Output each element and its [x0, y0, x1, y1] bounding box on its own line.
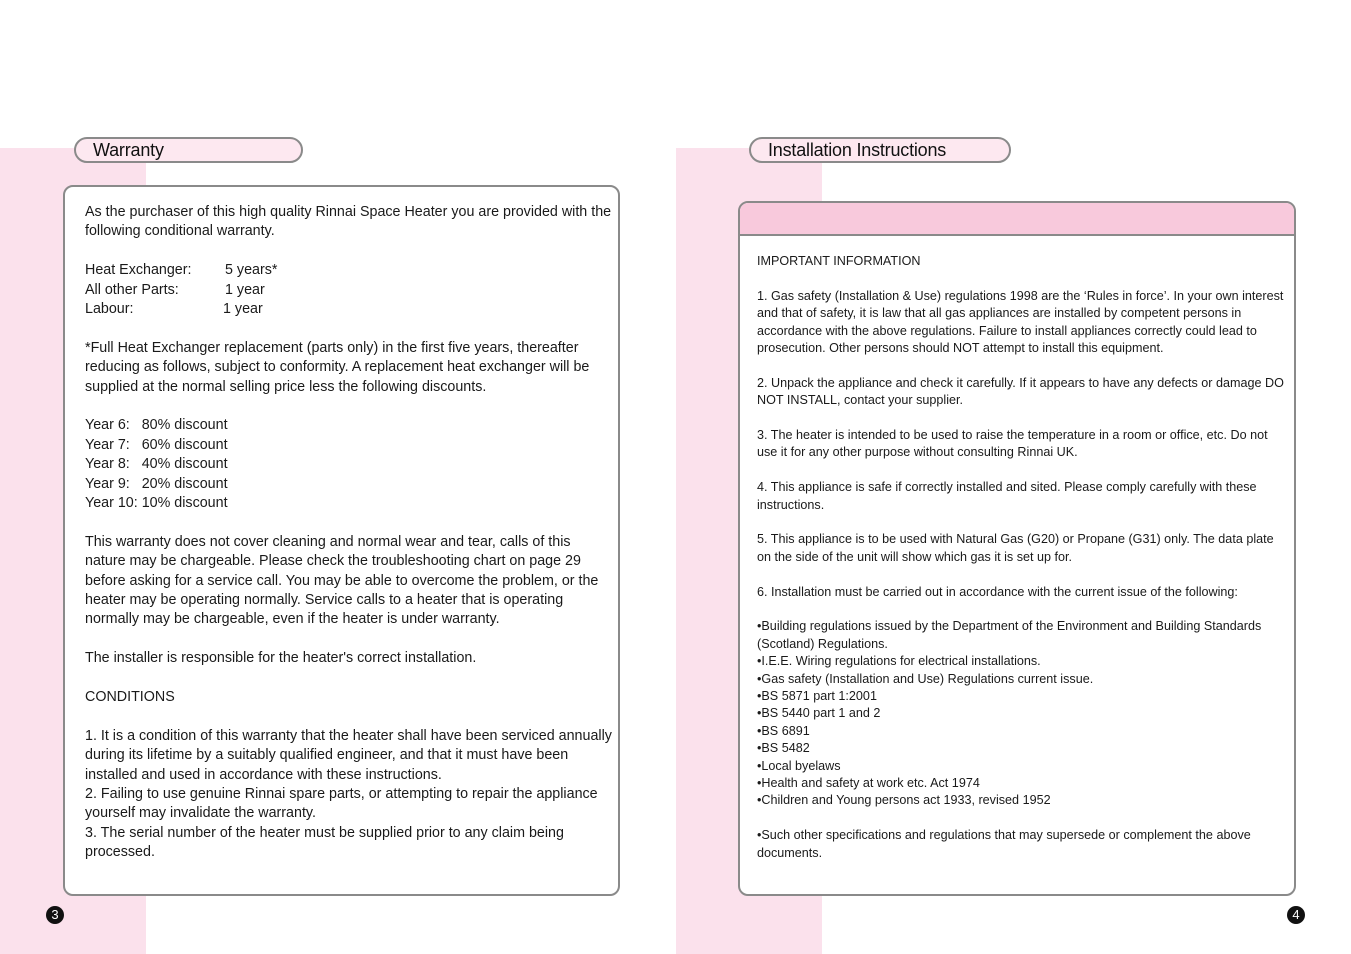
installation-body — [757, 253, 1287, 879]
condition-item: 3. The serial number of the heater must be supplied prior to any claim being processed. — [85, 824, 564, 861]
regulation-item: •Gas safety (Installation and Use) Regulations current issue. — [757, 671, 1094, 686]
period-label: Labour: — [85, 301, 134, 318]
regulation-item: •BS 6891 — [757, 723, 810, 738]
coverage-note: This warranty does not cover cleaning and normal wear and tear, calls of this nature may be chargeable. Please check the troubleshooting chart on page 29 before asking for a service call. You may be able to overcome the problem, or the heater may be operating normally. Service calls to a heater that is operating normally may be chargeable, even if the heater is under warranty. — [85, 533, 599, 628]
replacement-note: *Full Heat Exchanger replacement (parts only) in the first five years, thereafter reducing as follows, subject to conformity. A replacement heat exchanger will be supplied at the normal selling price less the following discounts. — [85, 339, 590, 395]
closing-note: •Such other specifications and regulations that may supersede or complement the above documents. — [757, 828, 1251, 860]
regulation-item: •I.E.E. Wiring regulations for electrical installations. — [757, 654, 1041, 669]
info-item: 3. The heater is intended to be used to raise the temperature in a room or office, etc. Do not use it for any other purpose without consulting Rinnai UK. — [757, 428, 1268, 460]
regulations-list — [757, 618, 1287, 809]
installer-note: The installer is responsible for the heater's correct installation. — [85, 650, 477, 667]
installation-title-tab: Installation Instructions — [749, 137, 1011, 163]
condition-item: 2. Failing to use genuine Rinnai spare parts, or attempting to repair the appliance yourself may invalidate the warranty. — [85, 786, 598, 822]
period-value: 5 years* — [225, 262, 278, 279]
condition-item: 1. It is a condition of this warranty that the heater shall have been serviced annually during its lifetime by a suitably qualified engineer, and that it must have been installed and used in accordance with these instructions. — [85, 727, 612, 783]
discount-item: Year 9: 20% discount — [85, 475, 228, 492]
info-item: 4. This appliance is safe if correctly installed and sited. Please comply carefully with these instructions. — [757, 480, 1257, 512]
page-number-right: 4 — [1287, 906, 1305, 924]
regulation-item: •Building regulations issued by the Department of the Environment and Building Standards (Scotland) Regulations. — [757, 619, 1262, 651]
period-row — [85, 261, 613, 280]
warranty-title-tab: Warranty — [74, 137, 303, 163]
regulation-item: •Health and safety at work etc. Act 1974 — [757, 776, 980, 791]
conditions-list — [85, 727, 613, 863]
period-row — [85, 300, 613, 319]
period-label: Heat Exchanger: — [85, 262, 192, 279]
regulation-item: •BS 5871 part 1:2001 — [757, 689, 877, 704]
installation-box-header — [740, 203, 1294, 236]
regulation-item: •Local byelaws — [757, 758, 841, 773]
info-item: 6. Installation must be carried out in accordance with the current issue of the following: — [757, 584, 1238, 599]
conditions-heading: CONDITIONS — [85, 689, 175, 706]
warranty-intro: As the purchaser of this high quality Rinnai Space Heater you are provided with the following conditional warranty. — [85, 204, 612, 240]
discount-item: Year 7: 60% discount — [85, 436, 228, 453]
warranty-body — [85, 203, 613, 863]
discount-item: Year 10: 10% discount — [85, 495, 228, 512]
period-value: 1 year — [223, 301, 263, 318]
regulation-item: •BS 5440 part 1 and 2 — [757, 706, 881, 721]
regulation-item: •BS 5482 — [757, 741, 810, 756]
period-row — [85, 281, 613, 300]
period-label: All other Parts: — [85, 281, 179, 298]
important-heading: IMPORTANT INFORMATION — [757, 254, 921, 268]
period-value: 1 year — [225, 281, 265, 298]
warranty-periods — [85, 261, 613, 319]
discount-item: Year 8: 40% discount — [85, 456, 228, 473]
regulation-item: •Children and Young persons act 1933, revised 1952 — [757, 793, 1051, 808]
info-item: 5. This appliance is to be used with Natural Gas (G20) or Propane (G31) only. The data plate on the side of the unit will show which gas it is set up for. — [757, 532, 1274, 564]
page-number-left: 3 — [46, 906, 64, 924]
discount-item: Year 6: 80% discount — [85, 417, 228, 434]
info-item: 2. Unpack the appliance and check it carefully. If it appears to have any defects or damage DO NOT INSTALL, contact your supplier. — [757, 375, 1284, 408]
discount-list — [85, 416, 613, 513]
info-item: 1. Gas safety (Installation & Use) regulations 1998 are the ‘Rules in force’. In your own interest and that of safety, it is law that all gas appliances are installed by competent persons in accordance with the above regulations. Failure to install appliances correctly could lead to prosecution. Other persons should NOT attempt to install this equipment. — [757, 288, 1284, 356]
